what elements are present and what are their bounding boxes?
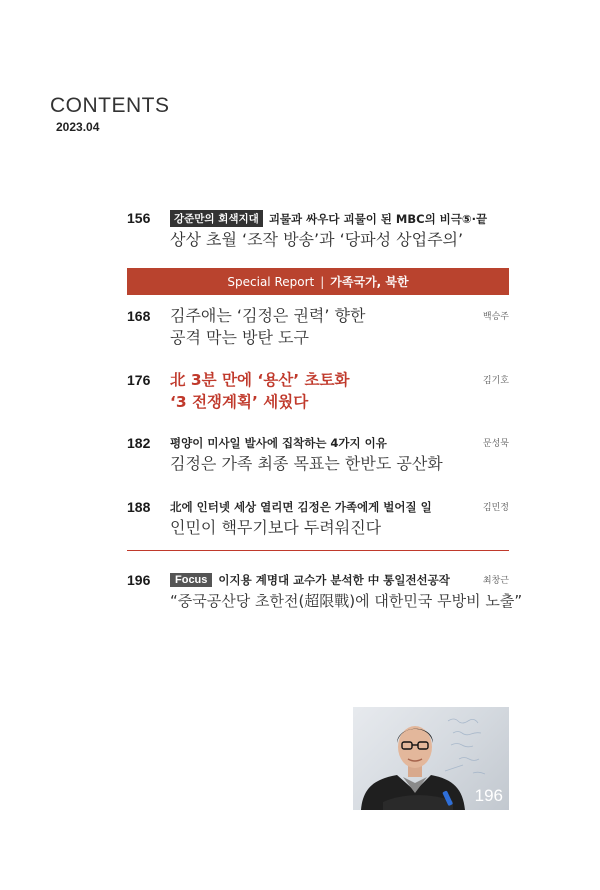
author-name: 문성묵 bbox=[482, 439, 509, 449]
page-number: 168 bbox=[127, 308, 151, 324]
whiteboard-writing bbox=[445, 719, 485, 774]
kicker-text: 괴물과 싸우다 괴물이 된 MBC의 비극⑤·끝 bbox=[268, 211, 488, 226]
entry-content bbox=[170, 435, 470, 475]
page-number: 196 bbox=[127, 572, 151, 588]
entry-title: 김정은 가족 최종 목표는 한반도 공산화 bbox=[170, 454, 443, 473]
section-bar-special-report bbox=[127, 268, 509, 295]
entry-title-line-2: 공격 막는 방탄 도구 bbox=[170, 328, 309, 347]
entry-title: “중국공산당 초한전(超限戰)에 대한민국 무방비 노출” bbox=[170, 592, 523, 610]
author-name: 김민정 bbox=[482, 503, 509, 513]
section-divider bbox=[127, 550, 509, 551]
kicker-text: 평양이 미사일 발사에 집착하는 4가지 이유 bbox=[170, 436, 387, 450]
page-number: 188 bbox=[127, 499, 151, 515]
author-name: 백승주 bbox=[482, 312, 509, 322]
contents-title: CONTENTS bbox=[50, 94, 170, 117]
kicker-text: 北에 인터넷 세상 열리면 김정은 가족에게 벌어질 일 bbox=[170, 500, 432, 514]
page-number: 182 bbox=[127, 435, 151, 451]
entry-title-line-2: ‘3 전쟁계획’ 세웠다 bbox=[170, 393, 309, 411]
entry-content bbox=[170, 369, 470, 413]
page-number: 156 bbox=[127, 210, 151, 226]
entry-content bbox=[170, 499, 470, 539]
entry-title: 상상 초월 ‘조작 방송’과 ‘당파성 상업주의’ bbox=[170, 230, 464, 249]
entry-kicker bbox=[170, 210, 488, 227]
entry-content bbox=[170, 572, 523, 612]
issue-date: 2023.04 bbox=[56, 120, 100, 134]
section-title: 가족국가, 북한 bbox=[330, 275, 409, 289]
focus-tag: Focus bbox=[170, 573, 212, 587]
kicker-text: 이지용 계명대 교수가 분석한 中 통일전선공작 bbox=[218, 573, 450, 587]
section-label: Special Report bbox=[227, 274, 315, 289]
entry-title-line-1: 김주애는 ‘김정은 권력’ 향한 bbox=[170, 306, 366, 325]
page-number: 176 bbox=[127, 372, 151, 388]
featured-photo[interactable] bbox=[353, 707, 509, 810]
entry-content bbox=[170, 305, 470, 349]
entry-content bbox=[170, 210, 488, 251]
photo-page-number: 196 bbox=[474, 786, 503, 805]
author-name: 김기호 bbox=[482, 376, 509, 386]
author-name: 최창근 bbox=[482, 576, 509, 586]
entry-title-line-1: 北 3분 만에 ‘용산’ 초토화 bbox=[170, 371, 350, 389]
entry-kicker bbox=[170, 572, 500, 588]
entry-title: 인민이 핵무기보다 두려워진다 bbox=[170, 518, 382, 537]
column-tag: 강준만의 회색지대 bbox=[170, 210, 263, 227]
section-separator: | bbox=[320, 274, 325, 289]
